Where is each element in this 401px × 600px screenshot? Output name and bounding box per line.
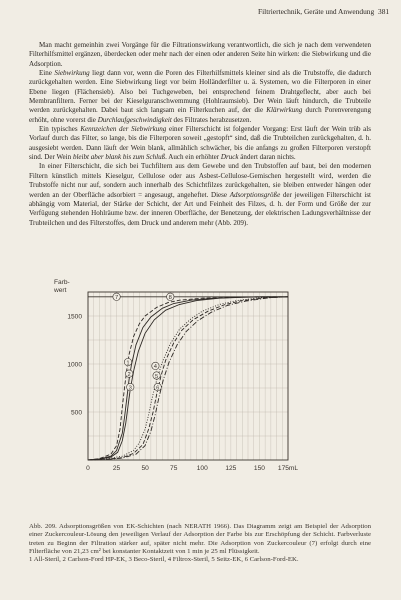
series-marker-label-8: 8	[168, 295, 172, 302]
series-line-4	[88, 297, 288, 460]
body-text	[29, 41, 371, 228]
figure-caption	[29, 523, 371, 564]
caption-legend: 1 All-Steril, 2 Carlson-Ford HP-EK, 3 Beco-Steril, 4 Filtrox-Steril, 5 Seitz-EK, 6 Carlson-Ford-EK.	[29, 556, 299, 564]
y-axis-label: Farb-	[54, 279, 70, 286]
adsorption-chart	[50, 278, 340, 518]
series-marker-label-3: 3	[128, 385, 132, 392]
series-marker-label-2: 2	[127, 371, 131, 378]
y-axis-label: wert	[54, 287, 67, 294]
series-marker-label-1: 1	[126, 360, 130, 367]
term-durchlaufgeschwindigkeit: Durchlaufgeschwindigkeit	[97, 115, 172, 124]
plot-frame	[88, 292, 288, 460]
series-line-6	[88, 297, 288, 460]
term-blank: bleibt aber blank bis zum Schluß	[72, 153, 166, 162]
term-kennzeichen: Kennzeichen der Siebwirkung	[80, 125, 167, 134]
paragraph-4: In einer Filterschicht, die sich bei Tuchfiltern aus dem Gewebe und den Trubstoffen auf baut, bei den modernen Filtern künstlich mittels Kieselgur, Cellulose oder aus Asbest-Cellulose-Gemischen hergestellt wird, werden die Trubstoffe nicht nur auf, sondern auch innerhalb des Schichtfilzes zurückgehalten, sie bleiben entweder hängen oder werden an der Oberfläche adsorbiert = angesaugt, angeheftet. Diese Adsorptionsgröße der jeweiligen Filterschicht ist abhängig vom Material, der Stärke der Schicht, der Art und Feinheit des Filzes, d. h. der Form und Größe der zur Verfügung stehenden Hohlräume bzw. der inneren Oberfläche, der Benetzung, der elektrischen Ladungsverhältnisse der Trubteilchen und des Filterstoffes, dem Druck und anderem mehr (Abb. 209).	[29, 162, 372, 227]
series-marker-label-5: 5	[154, 373, 159, 380]
header-title: Filtriertechnik, Geräte und Anwendung	[258, 7, 375, 16]
series-line-2	[88, 297, 288, 460]
x-tick-label: 150	[253, 465, 265, 472]
x-tick-label: 75	[170, 465, 178, 472]
paragraph-1: Man macht gemeinhin zwei Vorgänge für die Filtrationswirkung verantwortlich, die sich je nach dem verwendeten Filterhilfsmittel ergänzen, überdecken oder mehr nach der einen oder anderen Seite hin wirken: die Siebwirkung und die Adsorption.	[29, 41, 371, 68]
y-tick-label: 500	[70, 409, 82, 417]
caption-text: Abb. 209. Adsorptionsgrößen von EK-Schichten (nach NERATH 1966). Das Diagramm zeigt am Beispiel der Adsorption einer Zuckercouleur-Lösung den jeweiligen Verlauf der Adsorption der Farbe bis zur Erschöpfung der Schicht. Farbverluste treten zu Beginn der Filtration stärker auf, später nicht mehr. Die Adsorption von Zuckercouleur (7) erfolgt durch eine Filterfläche von 21,23 cm² bei konstanter Kontaktzeit von 1 min je 25 ml Flüssigkeit.	[29, 523, 371, 555]
x-tick-label: 175mL	[277, 465, 299, 472]
paragraph-3: Ein typisches Kennzeichen der Siebwirkung einer Filterschicht ist folgender Vorgang: Erst läuft der Wein trüb als Vorlauf durch das Filter, so lange, bis die Filterporen soweit „gestopft“ sind, daß die Trubteilchen zurückgehalten, d. h. ausgesiebt werden. Dann läuft der Wein blank, allmählich schwächer, bis die anfangs zu großen Filterporen verstopft sind. Der Wein bleibt aber blank bis zum Schluß. Auch ein erhöhter Druck ändert daran nichts.	[29, 125, 371, 162]
running-header	[258, 7, 398, 16]
x-tick-label: 125	[225, 465, 237, 472]
series-line-1	[88, 297, 288, 460]
y-tick-label: 1500	[67, 313, 82, 321]
x-tick-label: 100	[196, 465, 208, 472]
series-marker-label-6: 6	[156, 385, 160, 392]
term-siebwirkung: Siebwirkung	[54, 69, 90, 78]
y-tick-label: 1000	[67, 361, 82, 369]
term-druck: Druck	[220, 153, 239, 162]
term-adsorptionsgroesse: Adsorptionsgröße	[229, 190, 281, 199]
x-tick-label: 50	[141, 465, 149, 472]
term-klaerwirkung: Klärwirkung	[266, 106, 303, 115]
page-number: 381	[378, 7, 390, 16]
x-tick-label: 25	[112, 465, 121, 472]
x-tick-label: 0	[86, 465, 90, 472]
series-marker-label-7: 7	[114, 295, 119, 302]
figure-209	[50, 278, 340, 518]
paragraph-2: Eine Siebwirkung liegt dann vor, wenn die Poren des Filterhilfsmittels kleiner sind als die Trubstoffe, die dadurch zurückgehalten werden. Eine Siebwirkung liegt vor beim Holländerfilter u. ä. Systemen, wo die Filterporen in einer Ebene liegen (Flächensieb). Also bei Tuchgeweben, bei entsprechend feinem Drahtgeflecht, aber auch bei Membranfiltern. Ferner bei der Kieselguranschwemmung (Hohlraumsieb). Der Wein läuft hindurch, die Trubteile werden zurückgehalten. Dabei baut sich langsam ein Filterkuchen auf, der die Klärwirkung durch Porenverengung erhöht, ohne vorerst die Durchlaufgeschwindigkeit des Filtrates herabzusetzen.	[29, 69, 371, 124]
series-marker-label-4: 4	[153, 364, 158, 371]
series-line-5	[88, 297, 288, 460]
series-line-3	[88, 297, 288, 460]
